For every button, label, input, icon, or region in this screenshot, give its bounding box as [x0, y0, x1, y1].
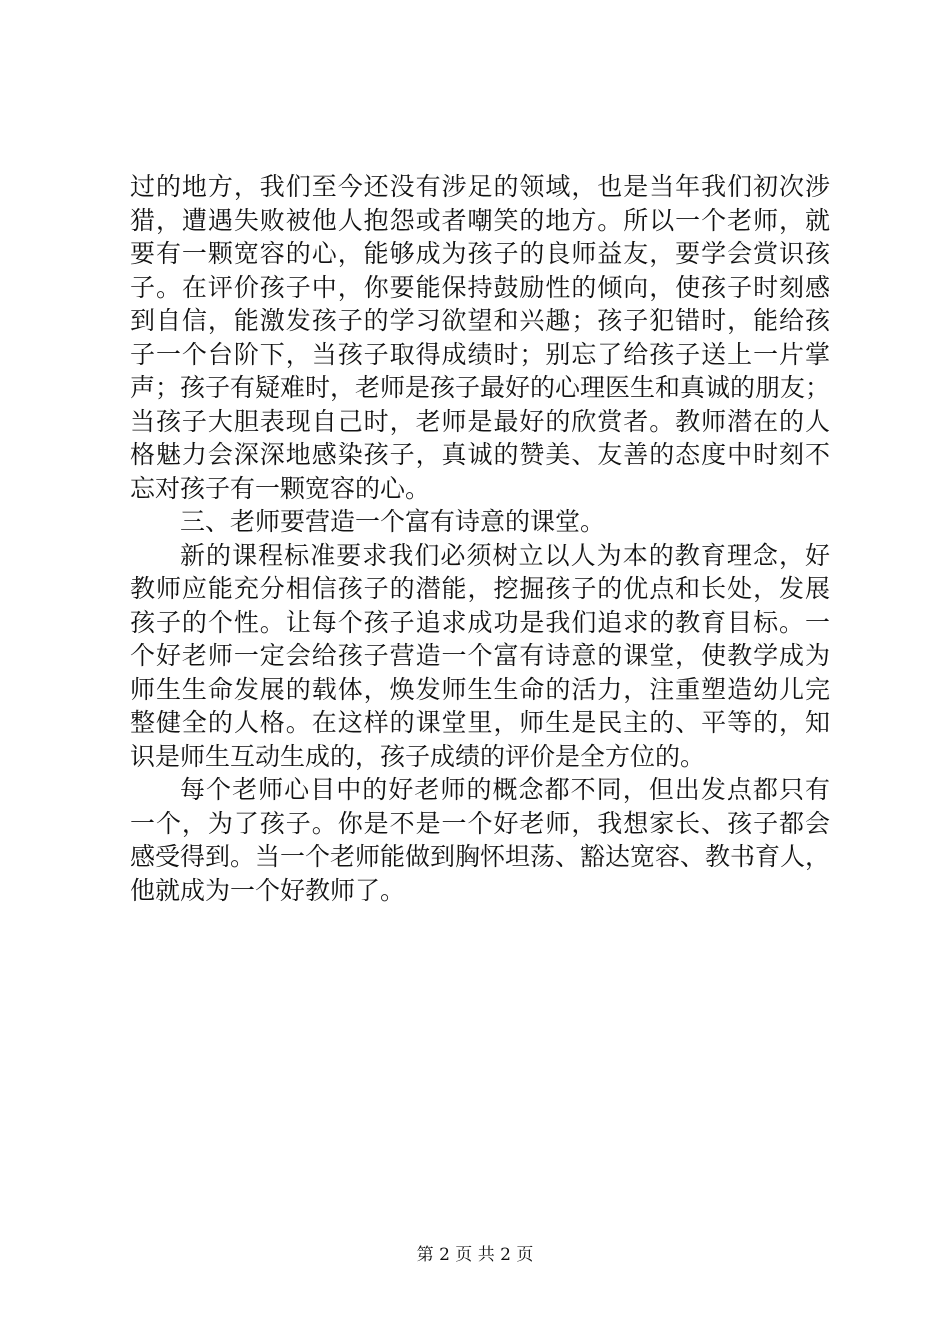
text-line: 教师应能充分相信孩子的潜能，挖掘孩子的优点和长处，发展 [130, 574, 830, 603]
text-line: 到自信，能激发孩子的学习欲望和兴趣；孩子犯错时，能给孩 [130, 306, 830, 335]
text-line: 新的课程标准要求我们必须树立以人为本的教育理念，好 [180, 540, 830, 570]
text-line: 孩子的个性。让每个孩子追求成功是我们追求的教育目标。一 [130, 607, 830, 637]
text-line: 感受得到。当一个老师能做到胸怀坦荡、豁达宽容、教书育人， [130, 842, 831, 871]
text-line: 子。在评价孩子中，你要能保持鼓励性的倾向，使孩子时刻感 [130, 272, 830, 302]
text-line: 个好老师一定会给孩子营造一个富有诗意的课堂，使教学成为 [130, 641, 830, 670]
text-line: 忘对孩子有一颗宽容的心。 [130, 473, 431, 503]
text-line: 每个老师心目中的好老师的概念都不同，但出发点都只有 [180, 775, 830, 804]
text-line: 子一个台阶下，当孩子取得成绩时；别忘了给孩子送上一片掌 [130, 339, 830, 369]
page-footer: 第 2 页 共 2 页 [416, 1245, 534, 1265]
text-line: 识是师生互动生成的，孩子成绩的评价是全方位的。 [130, 741, 706, 771]
text-line: 当孩子大胆表现自己时，老师是最好的欣赏者。教师潜在的人 [130, 406, 830, 436]
document-body [130, 170, 830, 907]
text-line: 整健全的人格。在这样的课堂里，师生是民主的、平等的，知 [130, 708, 830, 737]
text-line: 师生生命发展的载体，焕发师生生命的活力，注重塑造幼儿完 [130, 674, 830, 704]
text-line: 一个，为了孩子。你是不是一个好老师，我想家长、孩子都会 [130, 808, 830, 838]
section-heading: 三、老师要营造一个富有诗意的课堂。 [180, 507, 606, 536]
text-line: 他就成为一个好教师了。 [130, 875, 406, 905]
text-line: 格魅力会深深地感染孩子，真诚的赞美、友善的态度中时刻不 [130, 440, 830, 469]
text-line: 猎，遭遇失败被他人抱怨或者嘲笑的地方。所以一个老师，就 [130, 205, 830, 235]
text-line: 声；孩子有疑难时，老师是孩子最好的心理医生和真诚的朋友； [130, 373, 831, 402]
text-line: 过的地方，我们至今还没有涉足的领域，也是当年我们初次涉 [130, 172, 830, 201]
text-line: 要有一颗宽容的心，能够成为孩子的良师益友，要学会赏识孩 [130, 239, 830, 268]
